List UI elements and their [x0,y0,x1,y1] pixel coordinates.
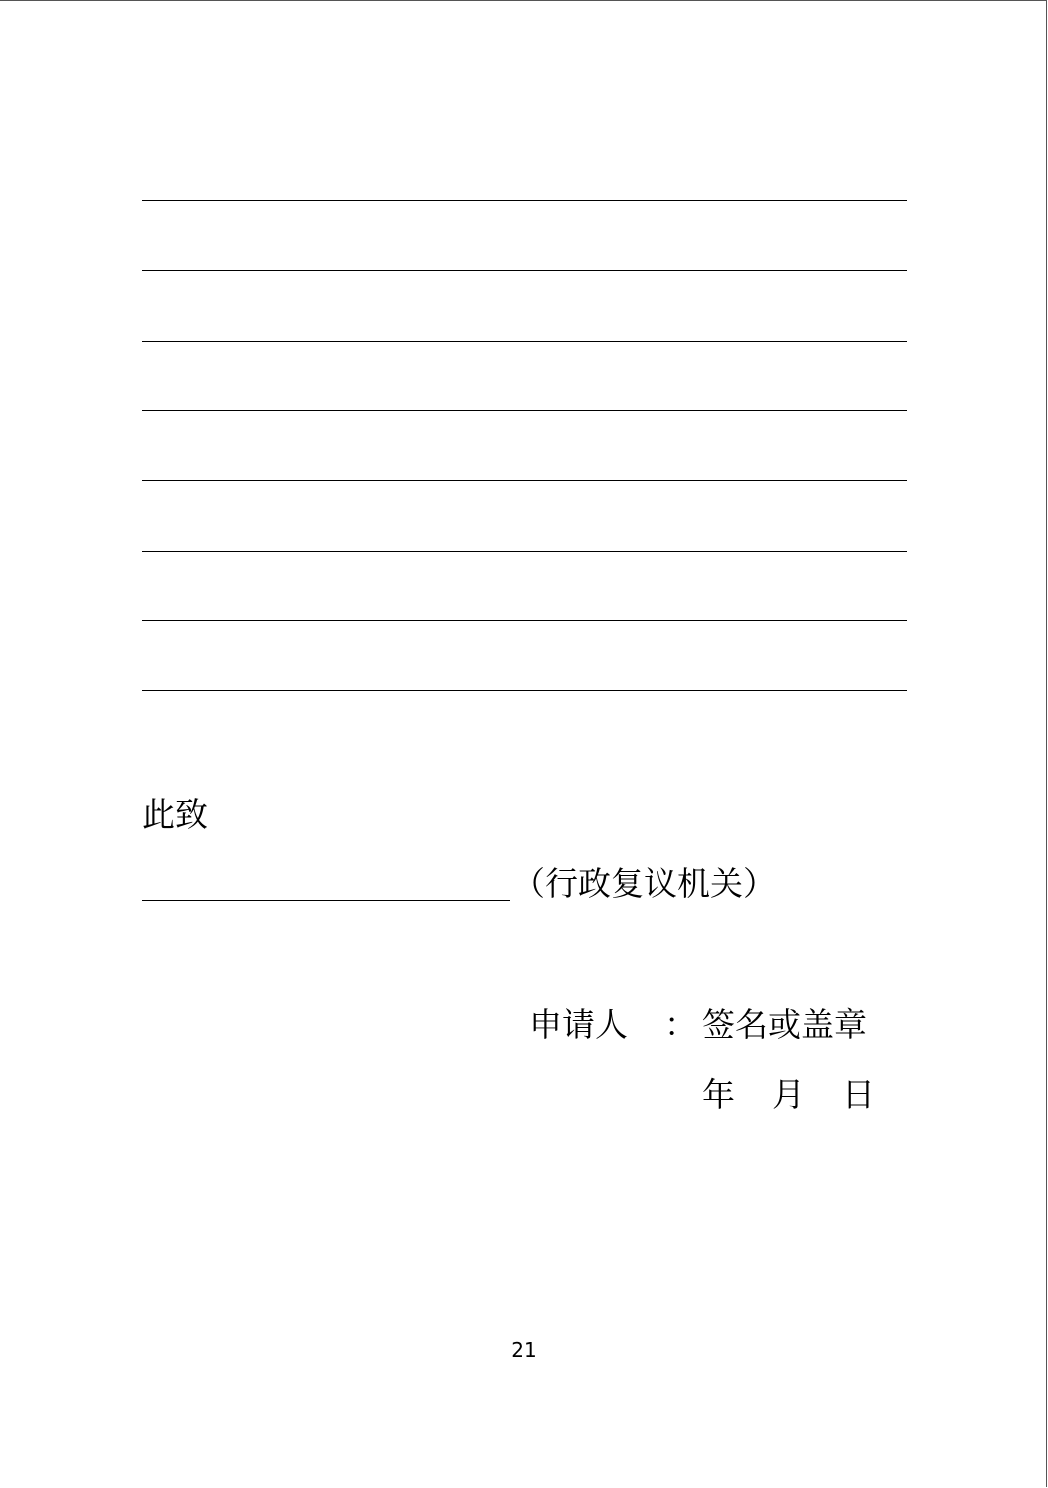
writing-line [142,690,907,691]
page-number: 21 [511,1338,537,1362]
writing-line [142,200,907,201]
writing-line [142,341,907,342]
writing-line [142,480,907,481]
addressee-blank-line [142,900,510,901]
addressee-suffix: （行政复议机关） [512,864,776,903]
writing-line [142,551,907,552]
date-year-label: 年 [702,1075,735,1114]
writing-line [142,270,907,271]
salutation: 此致 [142,795,208,834]
date-month-label: 月 [772,1075,805,1114]
writing-line [142,620,907,621]
applicant-colon: ： [664,1005,697,1044]
writing-line [142,410,907,411]
sign-or-seal-label: 签名或盖章 [702,1005,867,1044]
applicant-label: 申请人 [529,1005,628,1044]
date-day-label: 日 [842,1075,875,1114]
